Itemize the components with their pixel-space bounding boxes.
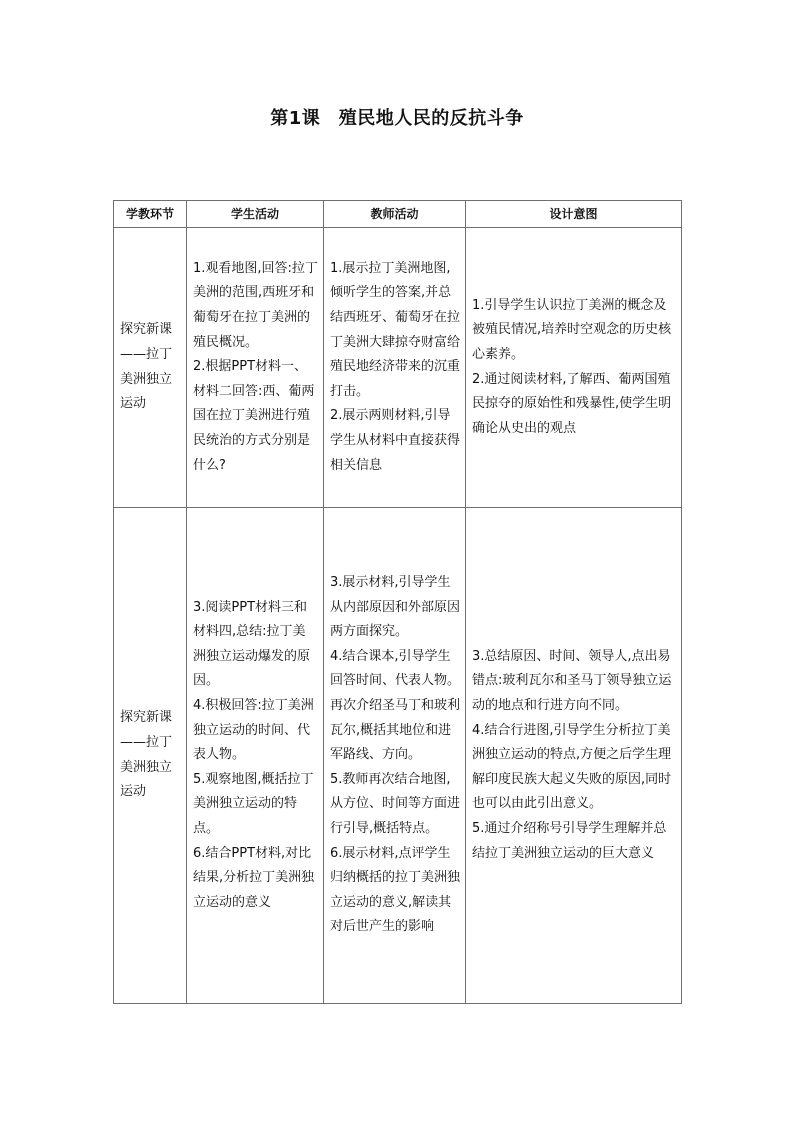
design-intent-item: 1.引导学生认识拉丁美洲的概念及被殖民情况,培养时空观念的历史核心素养。 — [472, 297, 672, 362]
stage-cell: 探究新课——拉丁美洲独立运动 — [114, 508, 187, 1004]
teacher-activity-item: 3.展示材料,引导学生从内部原因和外部原因两方面探究。 — [330, 575, 461, 640]
header-stage: 学教环节 — [114, 201, 187, 228]
table-row — [114, 228, 682, 508]
design-intent-item: 5.通过介绍称号引导学生理解并总结拉丁美洲独立运动的巨大意义 — [472, 820, 667, 861]
teacher-activity-item: 5.教师再次结合地图,从方位、时间等方面进行引导,概括特点。 — [330, 771, 461, 836]
student-activity-cell — [187, 228, 324, 508]
student-activity-item: 3.阅读PPT材料三和材料四,总结:拉丁美洲独立运动爆发的原因。 — [193, 599, 311, 689]
teacher-activity-item: 1.展示拉丁美洲地图,倾听学生的答案,并总结西班牙、葡萄牙在拉丁美洲大肆掠夺财富给殖民地经济带来的沉重打击。 — [330, 260, 461, 399]
header-design-intent: 设计意图 — [466, 201, 682, 228]
table-row — [114, 508, 682, 1004]
teacher-activity-cell — [324, 508, 466, 1004]
page-title: 第1课 殖民地人民的反抗斗争 — [270, 108, 524, 129]
student-activity-item: 2.根据PPT材料一、材料二回答:西、葡两国在拉丁美洲进行殖民统治的方式分别是什么? — [193, 359, 315, 473]
design-intent-item: 2.通过阅读材料,了解西、葡两国殖民掠夺的原始性和残暴性,使学生明确论从史出的观点 — [472, 371, 672, 436]
stage-cell: 探究新课——拉丁美洲独立运动 — [114, 228, 187, 508]
student-activity-item: 4.积极回答:拉丁美洲独立运动的时间、代表人物。 — [193, 698, 314, 763]
student-activity-item: 5.观察地图,概括拉丁美洲独立运动的特点。 — [193, 771, 314, 836]
design-intent-item: 4.结合行进图,引导学生分析拉丁美洲独立运动的特点,方便之后学生理解印度民族大起义失败的原因,同时也可以由此引出意义。 — [472, 722, 672, 812]
teacher-activity-cell — [324, 228, 466, 508]
design-intent-cell — [466, 228, 682, 508]
teacher-activity-item: 4.结合课本,引导学生回答时间、代表人物。再次介绍圣马丁和玻利瓦尔,概括其地位和进军路线、方向。 — [330, 648, 461, 763]
header-student-activity: 学生活动 — [187, 201, 324, 228]
design-intent-item: 3.总结原因、时间、领导人,点出易错点:玻利瓦尔和圣马丁领导独立运动的地点和行进方向不同。 — [472, 648, 672, 714]
teacher-activity-item: 2.展示两则材料,引导学生从材料中直接获得相关信息 — [330, 408, 461, 473]
teacher-activity-item: 6.展示材料,点评学生归纳概括的拉丁美洲独立运动的意义,解读其对后世产生的影响 — [330, 845, 461, 935]
lesson-plan-table — [113, 200, 682, 1004]
design-intent-cell — [466, 508, 682, 1004]
student-activity-cell — [187, 508, 324, 1004]
student-activity-item: 1.观看地图,回答:拉丁美洲的范围,西班牙和葡萄牙在拉丁美洲的殖民概况。 — [193, 260, 318, 350]
header-teacher-activity: 教师活动 — [324, 201, 466, 228]
student-activity-item: 6.结合PPT材料,对比结果,分析拉丁美洲独立运动的意义 — [193, 845, 315, 910]
table-header-row — [114, 201, 682, 228]
